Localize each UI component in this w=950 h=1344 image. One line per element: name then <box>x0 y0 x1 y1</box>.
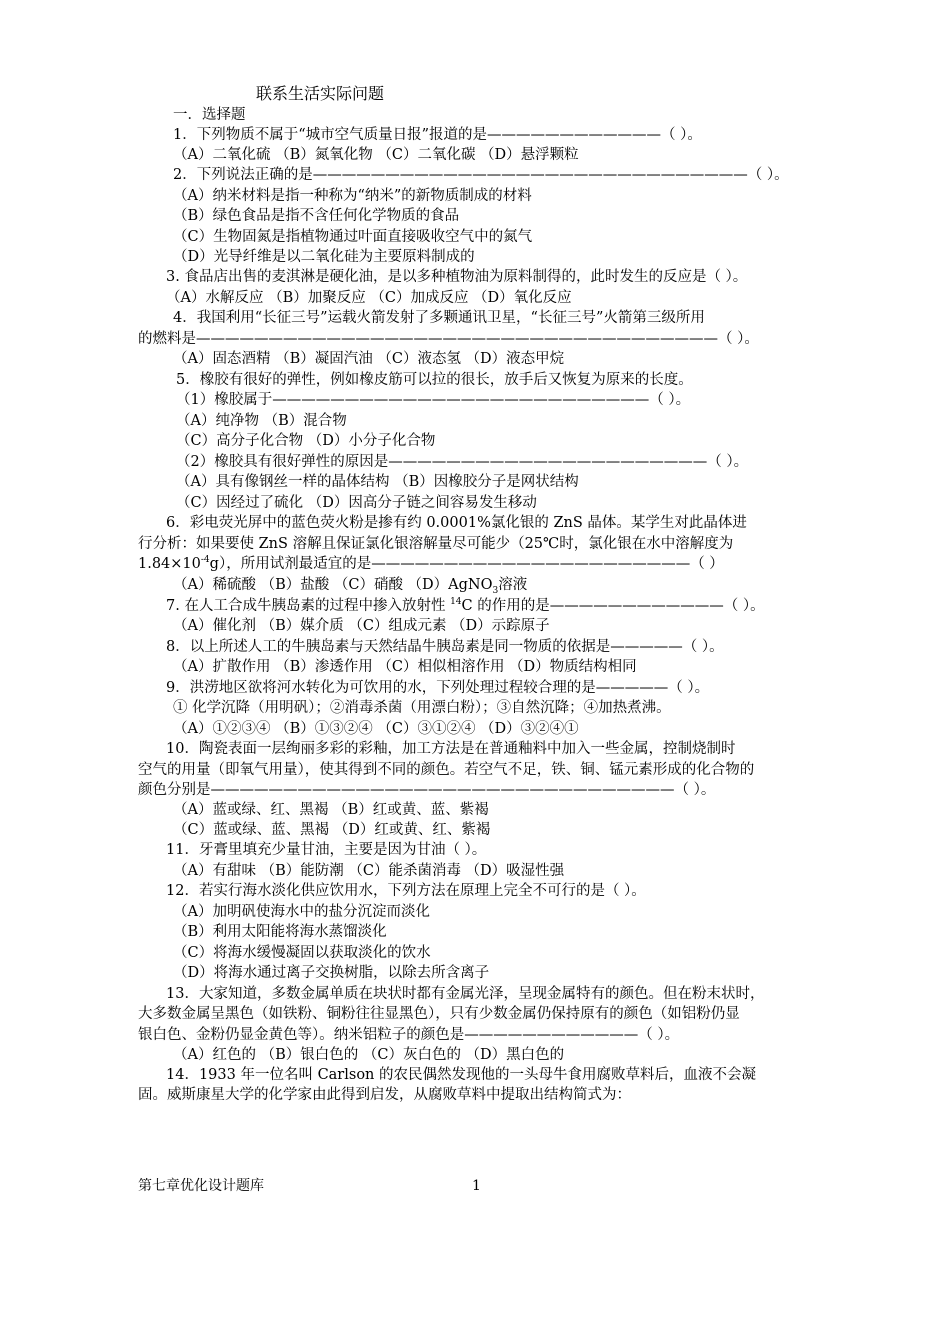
page-title: 联系生活实际问题 <box>256 84 385 103</box>
q5-sub2-options-ab: （A）具有像钢丝一样的晶体结构 （B）因橡胶分子是网状结构 <box>176 474 579 490</box>
q5-stem: 5．橡胶有很好的弹性，例如橡皮筋可以拉的很长，放手后又恢复为原来的长度。 <box>176 372 693 388</box>
q5-sub1-options-ab: （A）纯净物 （B）混合物 <box>176 413 347 429</box>
q6-subscript: 3 <box>492 585 499 596</box>
q5-sub2-stem: （2）橡胶具有很好弹性的原因是——————————————————————（ ）。 <box>176 454 749 470</box>
q4-options: （A）固态酒精 （B）凝固汽油 （C）液态氢 （D）液态甲烷 <box>173 351 565 367</box>
q10-options-cd: （C）蓝或绿、蓝、黑褐 （D）红或黄、红、紫褐 <box>173 822 491 838</box>
q14-line1: 14．1933 年一位名叫 Carlson 的农民偶然发现他的一头母牛食用腐败草料后，血液不会凝 <box>166 1067 756 1083</box>
q6-line2: 行分析：如果要使 ZnS 溶解且保证氯化银溶解量尽可能少（25℃时，氯化银在水中溶解度为 <box>138 536 734 552</box>
q12-stem: 12．若实行海水淡化供应饮用水，下列方法在原理上完全不可行的是（ ）。 <box>166 883 646 899</box>
q1-stem: 1．下列物质不属于“城市空气质量日报”报道的是————————————（ ）。 <box>173 127 702 143</box>
footer-page-number: 1 <box>472 1178 481 1194</box>
q2-option-b: （B）绿色食品是指不含任何化学物质的食品 <box>173 208 460 224</box>
q13-options: （A）红色的 （B）银白色的 （C）灰白色的 （D）黑白色的 <box>173 1047 565 1063</box>
q4-stem-line1: 4．我国利用“长征三号”运载火箭发射了多颗通讯卫星，“长征三号”火箭第三级所用 <box>173 310 705 326</box>
q1-options: （A）二氧化硫 （B）氮氧化物 （C）二氧化碳 （D）悬浮颗粒 <box>173 147 579 163</box>
section-heading: 一．选择题 <box>173 107 246 123</box>
q7-stem: 7. 在人工合成牛胰岛素的过程中掺入放射性 $^{14}$C 的作用的是————————————（ ）。 <box>166 597 765 614</box>
q10-line3: 颜色分别是————————————————————————————————（ ）。 <box>138 782 716 798</box>
q2-stem: 2．下列说法正确的是——————————————————————————————（ ）。 <box>173 167 789 183</box>
q7-options: （A）催化剂 （B）媒介质 （C）组成元素 （D）示踪原子 <box>173 618 550 634</box>
q3-options: （A）水解反应 （B）加聚反应 （C）加成反应 （D）氧化反应 <box>166 290 572 306</box>
q13-line2: 大多数金属呈黑色（如铁粉、铜粉往往显黑色），只有少数金属仍保持原有的颜色（如铝粉仍显 <box>138 1006 740 1022</box>
q2-option-c: （C）生物固氮是指植物通过叶面直接吸收空气中的氮气 <box>173 229 533 245</box>
q13-line1: 13．大家知道，多数金属单质在块状时都有金属光泽，呈现金属特有的颜色。但在粉末状时， <box>166 986 765 1002</box>
footer-book-title: 第七章优化设计题库 <box>138 1178 264 1194</box>
q12-option-b: （B）利用太阳能将海水蒸馏淡化 <box>173 924 387 940</box>
q12-option-a: （A）加明矾使海水中的盐分沉淀而淡化 <box>173 904 430 920</box>
q12-option-c: （C）将海水缓慢凝固以获取淡化的饮水 <box>173 945 431 961</box>
q10-line2: 空气的用量（即氧气用量），使其得到不同的颜色。若空气不足，铁、铜、锰元素形成的化合物的 <box>138 762 755 778</box>
q5-sub2-options-cd: （C）因经过了硫化 （D）因高分子链之间容易发生移动 <box>176 495 537 511</box>
q4-stem-line2: 的燃料是————————————————————————————————————（ ）。 <box>138 331 759 347</box>
q10-line1: 10．陶瓷表面一层绚丽多彩的彩釉，加工方法是在普通釉料中加入一些金属，控制烧制时 <box>166 741 736 757</box>
q8-options: （A）扩散作用 （B）渗透作用 （C）相似相溶作用 （D）物质结构相同 <box>173 659 637 675</box>
q11-stem: 11．牙膏里填充少量甘油，主要是因为甘油（ ）。 <box>166 842 487 858</box>
q7-isotope-mass: 14 <box>450 597 462 608</box>
q9-stem: 9．洪涝地区欲将河水转化为可饮用的水，下列处理过程较合理的是—————（ ）。 <box>166 680 710 696</box>
q6-line3: $1.84\times 10^{-4}g$），所用试剂最适宜的是——————————————————————（ ） <box>138 555 724 572</box>
q6-line1: 6．彩电荧光屏中的蓝色荧火粉是掺有约 0.0001%氯化银的 ZnS 晶体。某学生对此晶体进 <box>166 515 747 531</box>
q2-option-d: （D）光导纤维是以二氧化硅为主要原料制成的 <box>173 249 475 265</box>
q5-sub1-stem: （1）橡胶属于——————————————————————————（ ）。 <box>176 392 691 408</box>
q8-stem: 8．以上所述人工的牛胰岛素与天然结晶牛胰岛素是同一物质的依据是—————（ ）。 <box>166 639 724 655</box>
q12-option-d: （D）将海水通过离子交换树脂，以除去所含离子 <box>173 965 490 981</box>
q5-sub1-options-cd: （C）高分子化合物 （D）小分子化合物 <box>176 433 436 449</box>
q9-options: （A）①②③④ （B）①③②④ （C）③①②④ （D）③②④① <box>173 721 579 737</box>
q3-stem: 3. 食品店出售的麦淇淋是硬化油，是以多种植物油为原料制得的，此时发生的反应是（ ）。 <box>166 269 748 285</box>
q2-option-a: （A）纳米材料是指一种称为“纳米”的新物质制成的材料 <box>173 188 532 204</box>
q6-exponent: -4 <box>200 555 210 566</box>
q13-line3: 银白色、金粉仍显金黄色等）。纳米铝粒子的颜色是————————————（ ）。 <box>138 1027 680 1043</box>
q6-options: （A）稀硫酸 （B）盐酸 （C）硝酸 （D）AgNO$_3$溶液 <box>173 577 528 596</box>
q14-line2: 固。威斯康星大学的化学家由此得到启发，从腐败草料中提取出结构简式为： <box>138 1087 631 1103</box>
q10-options-ab: （A）蓝或绿、红、黑褐 （B）红或黄、蓝、紫褐 <box>173 802 489 818</box>
q9-steps: ① 化学沉降（用明矾）；②消毒杀菌（用漂白粉）；③自然沉降；④加热煮沸。 <box>173 700 671 716</box>
q11-options: （A）有甜味 （B）能防潮 （C）能杀菌消毒 （D）吸湿性强 <box>173 863 565 879</box>
